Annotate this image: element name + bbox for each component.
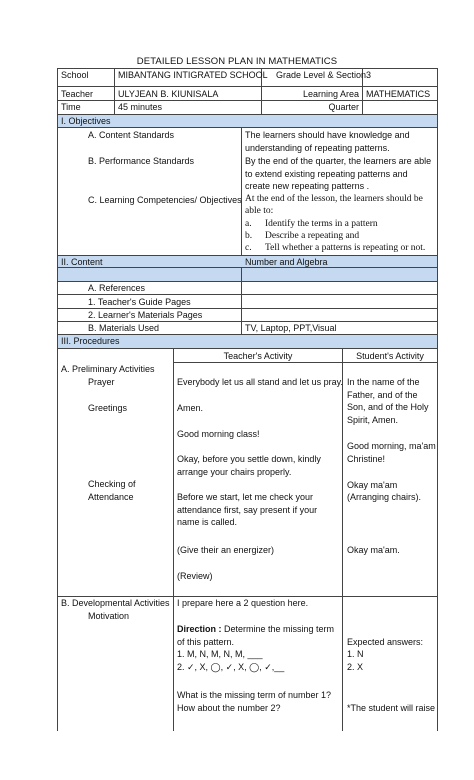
student-good-morning: Good morning, ma'am Christine!: [347, 441, 436, 464]
references-label: A. References: [88, 283, 146, 293]
performance-standards-label: B. Performance Standards: [88, 156, 195, 166]
teacher-amen: Amen.: [177, 403, 204, 413]
teacher-prayer: Everybody let us all stand and let us pray.: [177, 377, 343, 387]
expected-answer-1: 1. N: [347, 649, 364, 659]
school-label: School: [61, 70, 89, 80]
developmental-label: B. Developmental Activities: [61, 598, 170, 608]
student-raise: *The student will raise: [347, 703, 436, 713]
area-value: MATHEMATICS: [366, 89, 431, 99]
performance-standards-value: By the end of the quarter, the learners are able to extend existing repeating patterns and create new repeating patterns .: [245, 156, 432, 192]
student-okay: Okay ma'am: [347, 480, 398, 490]
pattern-1: 1. M, N, M, N, M, ___: [177, 649, 263, 659]
content-standards-value: The learners should have knowledge and understanding of repeating patterns.: [245, 130, 410, 153]
grade-label: Grade Level & Section: [276, 70, 367, 80]
learner-materials-label: 2. Learner's Materials Pages: [88, 310, 203, 320]
quarter-label: Quarter: [328, 102, 359, 112]
teacher-check-attendance: Before we start, let me check your attendance first, say present if your name is called.: [177, 492, 318, 528]
competencies-intro: At the end of the lesson, the learners should be able to:: [245, 194, 423, 216]
competencies-list: [245, 218, 437, 254]
competencies-label: C. Learning Competencies/ Objectives: [88, 195, 242, 205]
teacher-label: Teacher: [61, 89, 94, 99]
content-heading: II. Content: [61, 257, 103, 267]
teacher-prepare: I prepare here a 2 question here.: [177, 598, 309, 608]
content-standards-label: A. Content Standards: [88, 130, 175, 140]
school-value: MIBANTANG INTIGRATED SCHOOL: [118, 70, 268, 80]
materials-used-value: TV, Laptop, PPT,Visual: [245, 323, 337, 333]
objectives-band: [58, 115, 437, 127]
competency-item: c. Tell whether a patterns is repeating or not.: [245, 243, 426, 253]
preliminary-label: A. Preliminary Activities: [61, 364, 155, 374]
teacher-good-morning: Good morning class!: [177, 429, 260, 439]
procedures-heading: III. Procedures: [61, 336, 120, 346]
teacher-guide-label: 1. Teacher's Guide Pages: [88, 297, 191, 307]
grade-value: 3: [366, 70, 372, 80]
greetings-label: Greetings: [88, 403, 128, 413]
competency-item: a. Identify the terms in a pattern: [245, 219, 378, 229]
teacher-value: ULYJEAN B. KIUNISALA: [118, 89, 219, 99]
teacher-energizer: (Give their an energizer): [177, 545, 275, 555]
objectives-heading: I. Objectives: [61, 116, 111, 126]
competency-item: b. Describe a repeating and: [245, 231, 360, 241]
teacher-settle: Okay, before you settle down, kindly arrange your chairs properly.: [177, 454, 321, 477]
student-okay-final: Okay ma'am.: [347, 545, 400, 555]
prayer-label: Prayer: [88, 377, 115, 387]
content-value: Number and Algebra: [245, 257, 328, 267]
student-prayer: In the name of the Father, and of the Son, and of the Holy Spirit, Amen.: [347, 377, 429, 426]
teacher-question-1: What is the missing term of number 1?: [177, 690, 332, 700]
expected-answers-label: Expected answers:: [347, 637, 424, 647]
student-activity-header: Student's Activity: [356, 351, 424, 361]
materials-used-label: B. Materials Used: [88, 323, 160, 333]
teacher-activity-header: Teacher's Activity: [223, 351, 293, 361]
teacher-question-2: How about the number 2?: [177, 703, 281, 713]
student-arranging: (Arranging chairs).: [347, 492, 422, 502]
time-value: 45 minutes: [118, 102, 163, 112]
pattern-2: 2. ✓, X, ◯, ✓, X, ◯, ✓,__: [177, 662, 285, 672]
area-label: Learning Area: [302, 89, 359, 99]
teacher-review: (Review): [177, 571, 213, 581]
content-spacer-band: [58, 268, 437, 281]
checking-label: Checking of: [88, 479, 136, 489]
direction-label: Direction :: [177, 624, 222, 634]
time-label: Time: [61, 102, 81, 112]
direction-text: Direction : Determine the missing term of this pattern.: [177, 624, 335, 647]
expected-answer-2: 2. X: [347, 662, 364, 672]
document-title: DETAILED LESSON PLAN IN MATHEMATICS: [136, 56, 338, 67]
attendance-label: Attendance: [88, 492, 134, 502]
motivation-label: Motivation: [88, 611, 130, 621]
